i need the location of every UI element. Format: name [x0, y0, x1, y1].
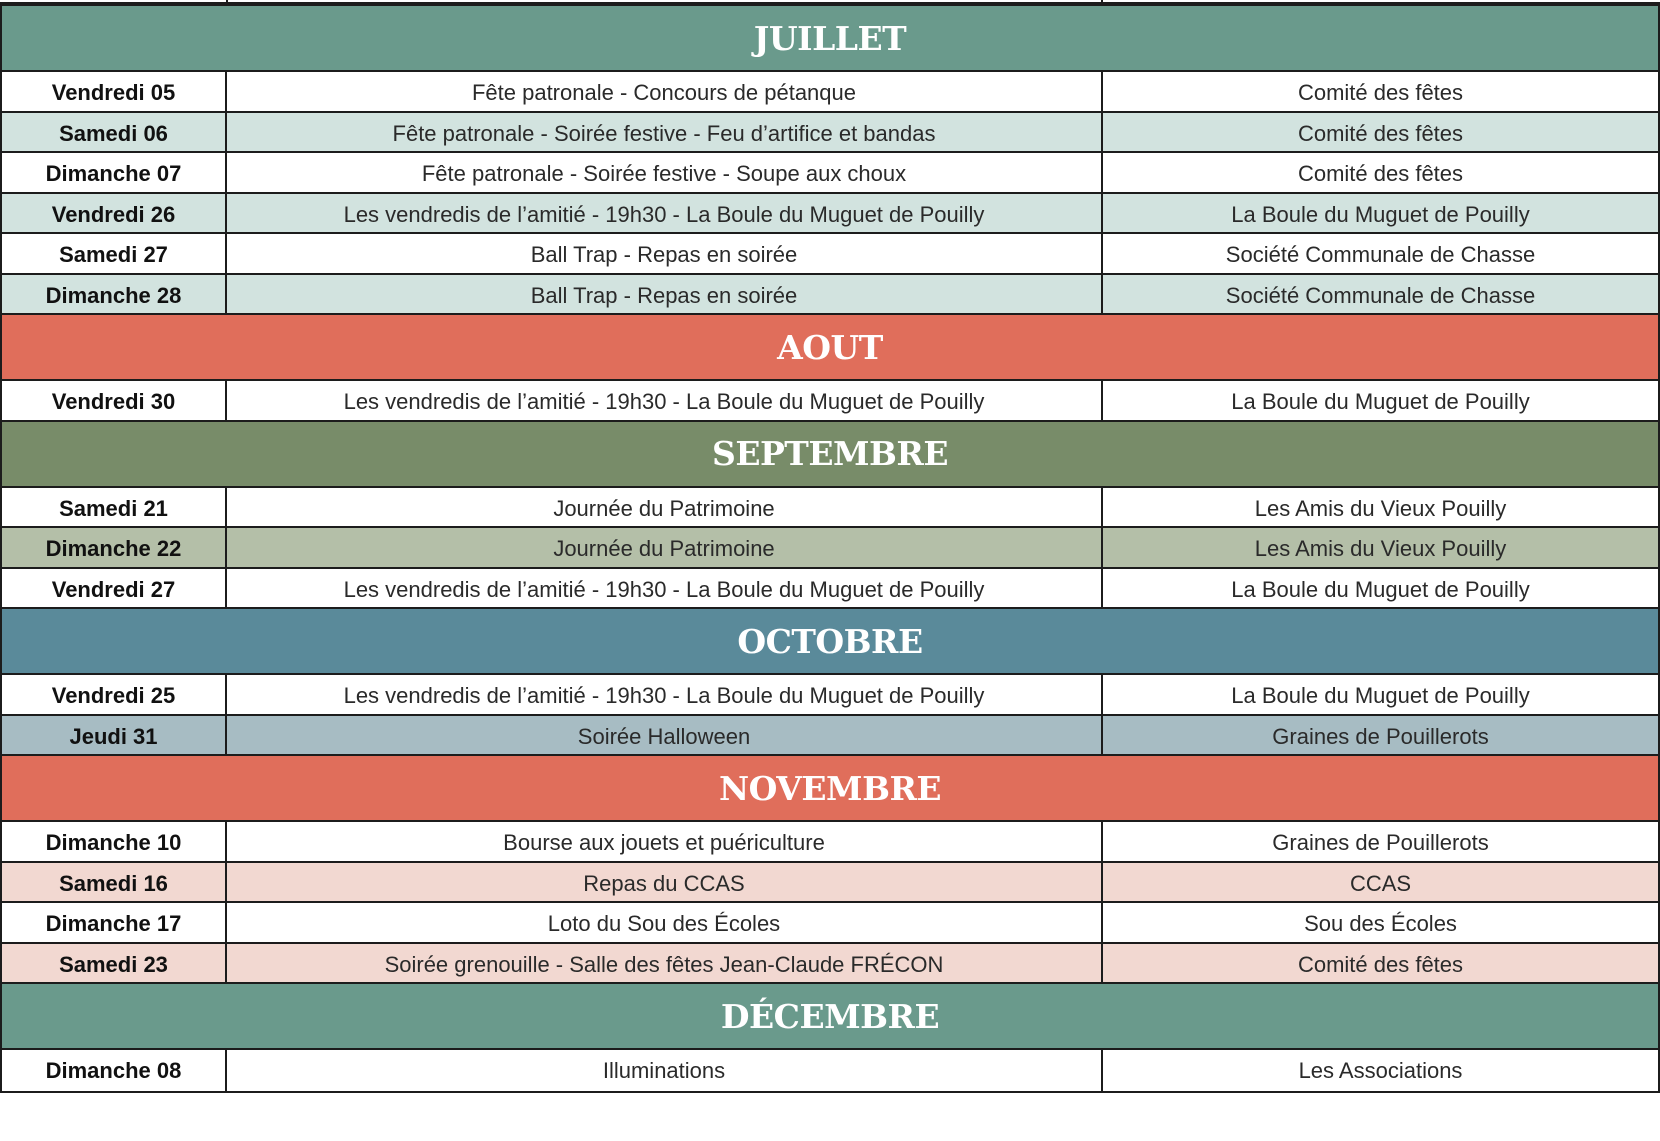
event-title: Les vendredis de l’amitié - 19h30 - La Boule du Muguet de Pouilly: [227, 194, 1103, 235]
month-header: [0, 4, 1660, 70]
event-row: [0, 714, 1660, 757]
event-date: Jeudi 31: [2, 716, 227, 757]
event-title: Journée du Patrimoine: [227, 528, 1103, 569]
event-organizer: Société Communale de Chasse: [1225, 282, 1536, 308]
month-header: [0, 420, 1660, 486]
event-organizer: Graines de Pouillerots: [1272, 829, 1489, 855]
event-title: Les vendredis de l’amitié - 19h30 - La Boule du Muguet de Pouilly: [227, 569, 1103, 610]
event-row: [0, 1048, 1660, 1093]
event-row: [0, 273, 1660, 316]
event-organizer: Les Amis du Vieux Pouilly: [1254, 535, 1507, 561]
event-organizer: Comité des fêtes: [1297, 160, 1464, 186]
month-header: [0, 607, 1660, 673]
month-title: NOVEMBRE: [718, 768, 942, 808]
month-header: [0, 754, 1660, 820]
event-title: Fête patronale - Soirée festive - Soupe aux choux: [227, 153, 1103, 194]
month-title: OCTOBRE: [737, 621, 923, 661]
event-title: Soirée grenouille - Salle des fêtes Jean-Claude FRÉCON: [227, 944, 1103, 985]
event-row: [0, 861, 1660, 904]
event-date: Vendredi 05: [2, 72, 227, 113]
event-row: [0, 820, 1660, 863]
event-title: Illuminations: [227, 1050, 1103, 1091]
event-row: [0, 70, 1660, 113]
event-title: Bourse aux jouets et puériculture: [227, 822, 1103, 863]
event-row: [0, 526, 1660, 569]
event-organizer: Les Associations: [1298, 1057, 1463, 1083]
event-title: Fête patronale - Concours de pétanque: [227, 72, 1103, 113]
event-date: Dimanche 10: [2, 822, 227, 863]
event-date: Vendredi 30: [2, 381, 227, 422]
event-title: Repas du CCAS: [227, 863, 1103, 904]
event-organizer: Sou des Écoles: [1304, 910, 1457, 936]
event-organizer: CCAS: [1349, 870, 1412, 896]
event-date: Samedi 06: [2, 113, 227, 154]
event-row: [0, 942, 1660, 985]
event-row: [0, 486, 1660, 529]
event-title: Fête patronale - Soirée festive - Feu d’artifice et bandas: [227, 113, 1103, 154]
event-organizer: Les Amis du Vieux Pouilly: [1254, 495, 1507, 521]
event-organizer: Comité des fêtes: [1297, 79, 1464, 105]
event-date: Samedi 27: [2, 234, 227, 275]
event-row: [0, 151, 1660, 194]
event-date: Dimanche 08: [2, 1050, 227, 1091]
event-organizer: La Boule du Muguet de Pouilly: [1231, 201, 1530, 227]
event-date: Vendredi 25: [2, 675, 227, 716]
event-organizer: Société Communale de Chasse: [1225, 241, 1536, 267]
event-date: Samedi 21: [2, 488, 227, 529]
event-date: Vendredi 26: [2, 194, 227, 235]
event-organizer: La Boule du Muguet de Pouilly: [1231, 388, 1530, 414]
event-title: Ball Trap - Repas en soirée: [227, 234, 1103, 275]
event-row: [0, 901, 1660, 944]
month-header: [0, 313, 1660, 379]
event-organizer: La Boule du Muguet de Pouilly: [1231, 682, 1530, 708]
event-row: [0, 111, 1660, 154]
event-title: Soirée Halloween: [227, 716, 1103, 757]
event-row: [0, 673, 1660, 716]
event-date: Samedi 16: [2, 863, 227, 904]
event-title: Ball Trap - Repas en soirée: [227, 275, 1103, 316]
event-organizer: La Boule du Muguet de Pouilly: [1231, 576, 1530, 602]
month-title: DÉCEMBRE: [720, 996, 940, 1036]
event-date: Vendredi 27: [2, 569, 227, 610]
event-date: Dimanche 17: [2, 903, 227, 944]
event-date: Samedi 23: [2, 944, 227, 985]
event-title: Les vendredis de l’amitié - 19h30 - La Boule du Muguet de Pouilly: [227, 675, 1103, 716]
month-title: AOUT: [777, 327, 883, 367]
month-title: JUILLET: [753, 18, 907, 58]
event-title: Les vendredis de l’amitié - 19h30 - La Boule du Muguet de Pouilly: [227, 381, 1103, 422]
event-date: Dimanche 22: [2, 528, 227, 569]
event-title: Loto du Sou des Écoles: [227, 903, 1103, 944]
event-row: [0, 379, 1660, 422]
event-organizer: Comité des fêtes: [1297, 951, 1464, 977]
event-row: [0, 232, 1660, 275]
event-organizer: Comité des fêtes: [1297, 120, 1464, 146]
month-header: [0, 982, 1660, 1048]
event-date: Dimanche 07: [2, 153, 227, 194]
event-row: [0, 192, 1660, 235]
event-title: Journée du Patrimoine: [227, 488, 1103, 529]
event-organizer: Graines de Pouillerots: [1272, 723, 1489, 749]
event-date: Dimanche 28: [2, 275, 227, 316]
event-row: [0, 567, 1660, 610]
month-title: SEPTEMBRE: [711, 434, 948, 473]
